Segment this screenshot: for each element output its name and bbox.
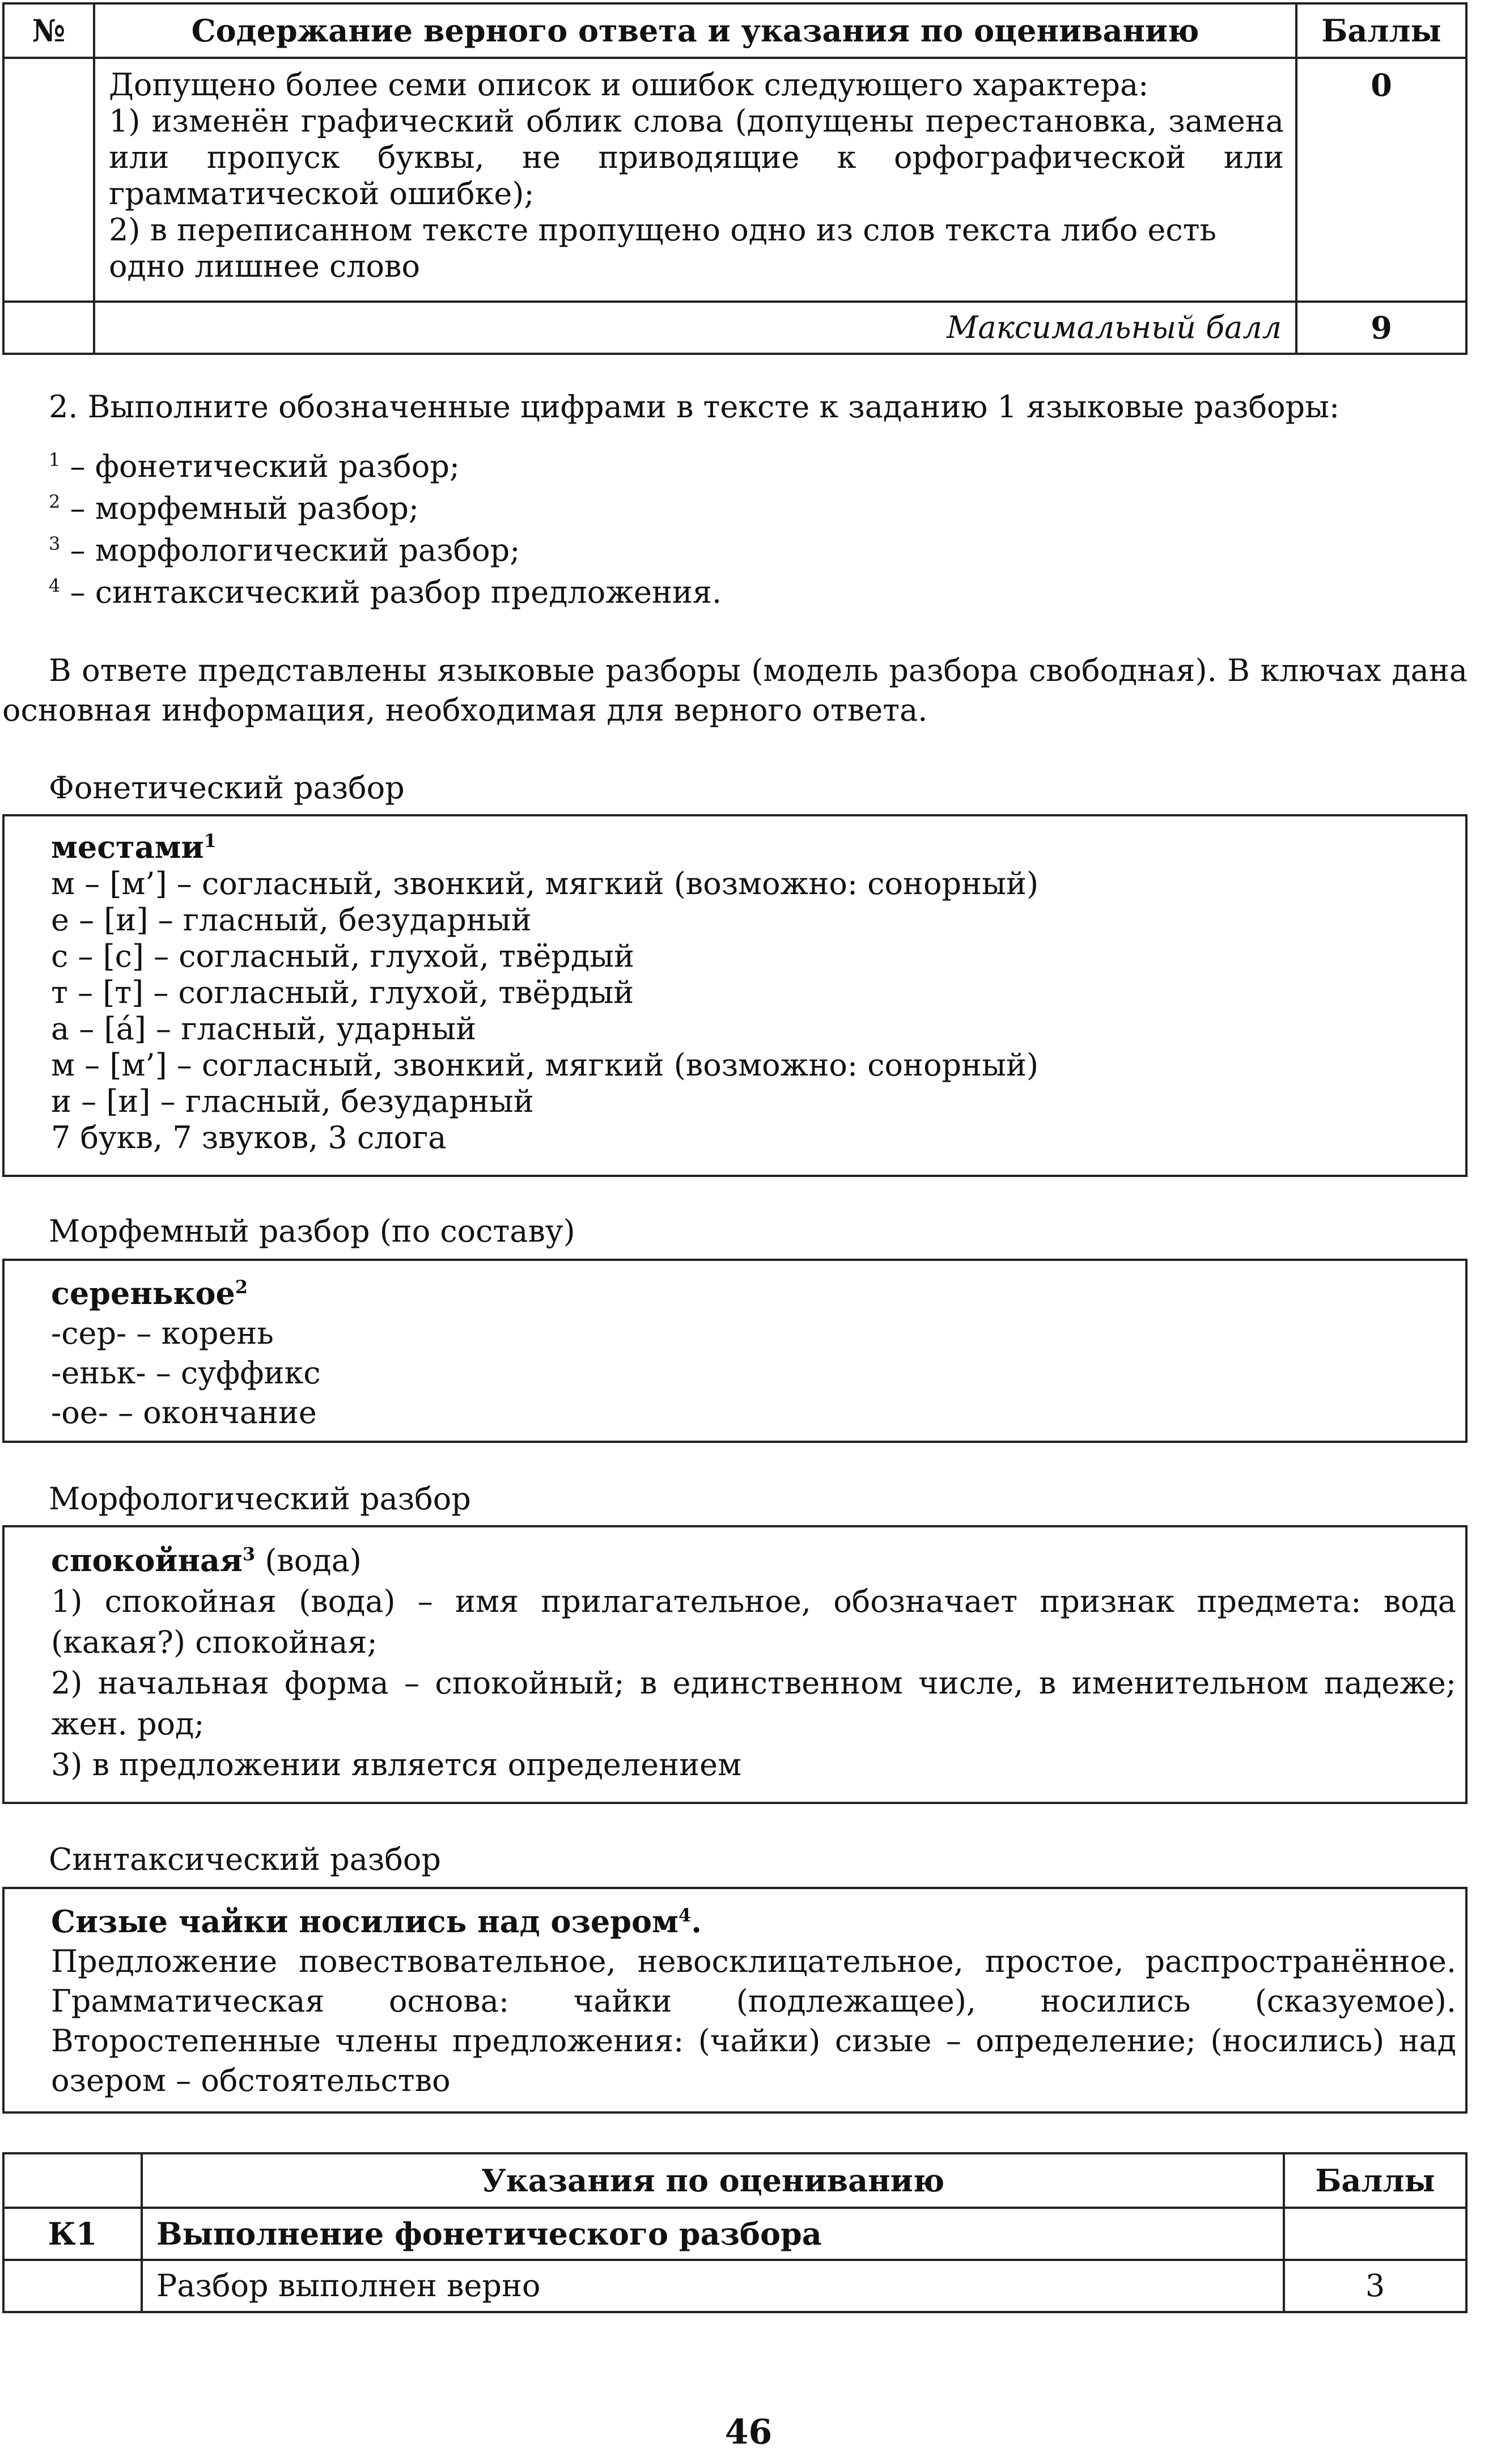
phonetic-line: м – [м’] – согласный, звонкий, мягкий (возможно: сонорный) bbox=[51, 1047, 1039, 1083]
phonetic-box bbox=[2, 814, 1468, 1177]
table-row bbox=[3, 2208, 1466, 2260]
legend-item: $^4$ – синтаксический разбор предложения. bbox=[49, 574, 722, 610]
header-code bbox=[3, 2153, 142, 2208]
morphological-line: 3) в предложении является определением bbox=[51, 1747, 742, 1783]
criteria-line: 2) в переписанном тексте пропущено одно из слов текста либо есть одно лишнее слово bbox=[109, 212, 1216, 284]
criterion-title-cell bbox=[142, 2208, 1284, 2260]
criterion-text: Разбор выполнен верно bbox=[156, 2268, 541, 2304]
morphemic-word: серенькое$^2$ bbox=[51, 1275, 248, 1311]
max-score-label: Максимальный балл bbox=[947, 310, 1282, 345]
legend-item: $^2$ – морфемный разбор; bbox=[49, 490, 419, 526]
row-num bbox=[3, 58, 94, 302]
table-header-row bbox=[3, 3, 1466, 58]
table-header-row bbox=[3, 2153, 1466, 2208]
morphological-box bbox=[2, 1525, 1468, 1804]
phonetic-line: а – [а́] – гласный, ударный bbox=[51, 1011, 477, 1047]
criterion-text-cell bbox=[142, 2260, 1284, 2312]
table-row bbox=[3, 2260, 1466, 2312]
score-value: 0 bbox=[1371, 67, 1392, 103]
phonetic-heading: Фонетический разбор bbox=[49, 770, 405, 806]
phonetic-line: е – [и] – гласный, безударный bbox=[51, 902, 532, 938]
morphological-heading: Морфологический разбор bbox=[49, 1481, 471, 1517]
criterion-code: К1 bbox=[48, 2216, 97, 2252]
phonetic-line: с – [с] – согласный, глухой, твёрдый bbox=[51, 938, 635, 974]
phonetic-line: и – [и] – гласный, безударный bbox=[51, 1083, 534, 1119]
row-score bbox=[1296, 58, 1466, 302]
legend-item: $^3$ – морфологический разбор; bbox=[49, 532, 520, 568]
morpheme-line: -еньк- – суффикс bbox=[51, 1355, 321, 1391]
table-row bbox=[3, 302, 1466, 354]
max-score-value: 9 bbox=[1371, 310, 1392, 346]
criterion-code-cell bbox=[3, 2260, 142, 2312]
bottom-scoring-table bbox=[2, 2152, 1468, 2313]
morpheme-line: -сер- – корень bbox=[51, 1315, 274, 1351]
header-instructions: Указания по оцениванию bbox=[142, 2153, 1284, 2208]
row-num bbox=[3, 302, 94, 354]
task-intro: В ответе представлены языковые разборы (модель разбора свободная). В ключах дана основная информация, необходимая для верного ответа. bbox=[2, 653, 1468, 728]
legend-item: $^1$ – фонетический разбор; bbox=[49, 448, 460, 484]
header-content: Содержание верного ответа и указания по оцениванию bbox=[94, 3, 1296, 58]
max-score-label-cell bbox=[94, 302, 1296, 354]
morphemic-box bbox=[2, 1259, 1468, 1443]
syntactic-text: Предложение повествовательное, невосклицательное, простое, распространённое. Грамматическая основа: чайки (подлежащее), носились (сказуемое). Второстепенные члены предложения: (чайки) сизые – определение; (носились) над озером – обстоятельство bbox=[51, 1944, 1456, 2098]
criterion-title: Выполнение фонетического разбора bbox=[156, 2216, 822, 2252]
phonetic-line: м – [м’] – согласный, звонкий, мягкий (возможно: сонорный) bbox=[51, 866, 1039, 901]
syntactic-heading: Синтаксический разбор bbox=[49, 1841, 441, 1877]
page-number: 46 bbox=[724, 2412, 773, 2452]
criterion-code-cell bbox=[3, 2208, 142, 2260]
table-row bbox=[3, 58, 1466, 302]
row-content bbox=[94, 58, 1296, 302]
top-scoring-table bbox=[2, 2, 1468, 355]
task-title: 2. Выполните обозначенные цифрами в тексте к заданию 1 языковые разборы: bbox=[49, 389, 1340, 425]
header-num: № bbox=[3, 3, 94, 58]
header-score: Баллы bbox=[1296, 3, 1466, 58]
morpheme-line: -ое- – окончание bbox=[51, 1395, 317, 1430]
morphological-line: 2) начальная форма – спокойный; в единственном числе, в именительном падеже; жен. род; bbox=[51, 1665, 1456, 1742]
phonetic-line: 7 букв, 7 звуков, 3 слога bbox=[51, 1120, 447, 1155]
criterion-code bbox=[5, 2261, 141, 2277]
row-score bbox=[1296, 302, 1466, 354]
phonetic-word: местами$^1$ bbox=[51, 829, 217, 865]
criterion-score-cell bbox=[1284, 2208, 1466, 2260]
criteria-line: Допущено более семи описок и ошибок следующего характера: bbox=[109, 67, 1149, 103]
task-legend bbox=[49, 446, 1409, 613]
criterion-score: 3 bbox=[1365, 2268, 1385, 2304]
morphological-line: 1) спокойная (вода) – имя прилагательное, обозначает признак предмета: вода (какая?) спокойная; bbox=[51, 1584, 1456, 1660]
morphological-word: спокойная$^3$ (вода) bbox=[51, 1542, 362, 1578]
phonetic-line: т – [т] – согласный, глухой, твёрдый bbox=[51, 975, 634, 1010]
morphemic-heading: Морфемный разбор (по составу) bbox=[49, 1213, 575, 1249]
criterion-score bbox=[1285, 2209, 1465, 2225]
syntactic-sentence: Сизые чайки носились над озером$^4$. bbox=[51, 1903, 702, 1940]
header-score: Баллы bbox=[1284, 2153, 1466, 2208]
criterion-score-cell bbox=[1284, 2260, 1466, 2312]
criteria-line: 1) изменён графический облик слова (допущены перестановка, замена или пропуск буквы, не приводящие к орфографической или грамматической ошибке); bbox=[109, 103, 1284, 211]
syntactic-box bbox=[2, 1887, 1468, 2114]
